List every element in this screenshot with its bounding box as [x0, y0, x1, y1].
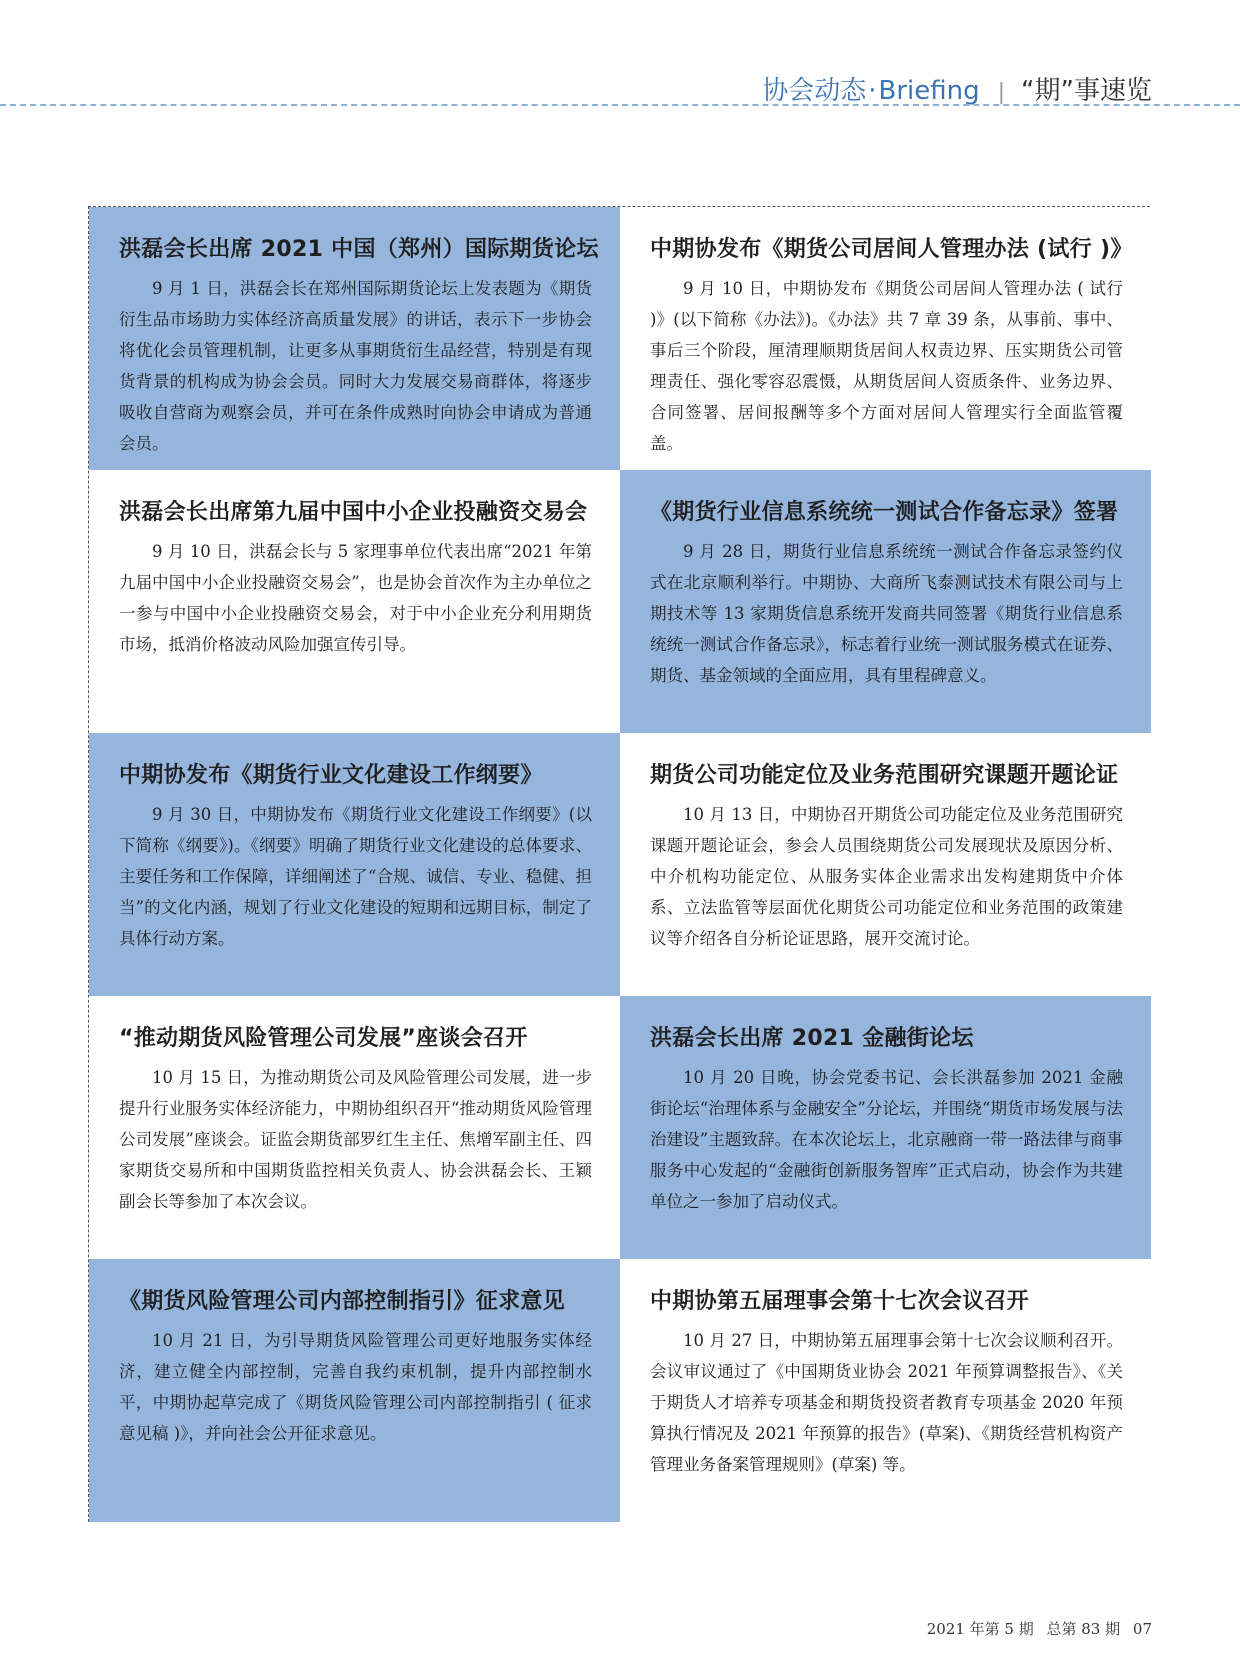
news-body: 10 月 21 日，为引导期货风险管理公司更好地服务实体经济，建立健全内部控制，完善自我约束机制，提升内部控制水平，中期协起草完成了《期货风险管理公司内部控制指引 ( 征求意见稿 )》，并向社会公开征求意见。	[119, 1331, 592, 1443]
section-name: 协会动态	[762, 76, 867, 106]
total-issue-number: 总第 83 期	[1046, 1620, 1121, 1638]
news-grid	[88, 206, 1150, 1522]
news-body: 9 月 28 日，期货行业信息系统统一测试合作备忘录签约仪式在北京顺利举行。中期协、大商所飞泰测试技术有限公司与上期技术等 13 家期货信息系统开发商共同签署《期货行业信息系统统一测试合作备忘录》，标志着行业统一测试服务模式在证券、期货、基金领域的全面应用，具有里程碑意义。	[650, 542, 1123, 685]
news-item	[620, 1259, 1151, 1522]
page-header	[0, 0, 1240, 108]
news-title: 中期协发布《期货行业文化建设工作纲要》	[119, 763, 543, 788]
news-title: 《期货风险管理公司内部控制指引》征求意见	[119, 1289, 566, 1314]
column-name: “期”事速览	[1021, 76, 1152, 106]
news-body: 10 月 13 日，中期协召开期货公司功能定位及业务范围研究课题开题论证会，参会人员围绕期货公司发展现状及原因分析、中介机构功能定位、从服务实体企业需求出发构建期货中介体系、立法监管等层面优化期货公司功能定位和业务范围的政策建议等介绍各自分析论证思路，展开交流讨论。	[650, 805, 1123, 948]
news-item	[89, 1259, 620, 1522]
news-body: 9 月 1 日，洪磊会长在郑州国际期货论坛上发表题为《期货衍生品市场助力实体经济高质量发展》的讲话，表示下一步协会将优化会员管理机制，让更多从事期货衍生品经营，特别是有现货背景的机构成为协会会员。同时大力发展交易商群体，将逐步吸收自营商为观察会员，并可在条件成熟时向协会申请成为普通会员。	[119, 279, 592, 453]
news-item	[620, 996, 1151, 1259]
news-title: 洪磊会长出席 2021 金融街论坛	[650, 1026, 974, 1051]
section-name-en: Briefing	[878, 76, 980, 106]
news-title: 洪磊会长出席第九届中国中小企业投融资交易会	[119, 500, 588, 525]
issue-number: 2021 年第 5 期	[926, 1620, 1034, 1638]
header-separator: |	[997, 80, 1006, 105]
news-title: 中期协发布《期货公司居间人管理办法 (试行 )》	[650, 237, 1133, 262]
news-item	[89, 207, 620, 470]
page-number: 07	[1132, 1620, 1152, 1638]
section-dot: ·	[868, 76, 877, 106]
news-title: 《期货行业信息系统统一测试合作备忘录》签署	[650, 500, 1119, 525]
page-footer	[919, 1618, 1152, 1639]
news-title: 洪磊会长出席 2021 中国（郑州）国际期货论坛	[119, 237, 599, 262]
news-item	[89, 996, 620, 1259]
news-title: “推动期货风险管理公司发展”座谈会召开	[119, 1026, 528, 1051]
news-body: 10 月 20 日晚，协会党委书记、会长洪磊参加 2021 金融街论坛“治理体系与金融安全”分论坛，并围绕“期货市场发展与法治建设”主题致辞。在本次论坛上，北京融商一带一路法律与商事服务中心发起的“金融街创新服务智库”正式启动，协会作为共建单位之一参加了启动仪式。	[650, 1068, 1123, 1211]
news-item	[620, 207, 1151, 470]
news-body: 9 月 10 日，洪磊会长与 5 家理事单位代表出席“2021 年第九届中国中小企业投融资交易会”，也是协会首次作为主办单位之一参与中国中小企业投融资交易会，对于中小企业充分利用期货市场，抵消价格波动风险加强宣传引导。	[119, 542, 592, 654]
news-item	[620, 470, 1151, 733]
header-dashed-rule	[0, 104, 1240, 106]
news-body: 10 月 15 日，为推动期货公司及风险管理公司发展，进一步提升行业服务实体经济能力，中期协组织召开“推动期货风险管理公司发展”座谈会。证监会期货部罗红生主任、焦增军副主任、四家期货交易所和中国期货监控相关负责人、协会洪磊会长、王颖副会长等参加了本次会议。	[119, 1068, 592, 1211]
news-title: 期货公司功能定位及业务范围研究课题开题论证	[650, 763, 1119, 788]
news-body: 9 月 10 日，中期协发布《期货公司居间人管理办法 ( 试行 )》(以下简称《办法》)。《办法》共 7 章 39 条，从事前、事中、事后三个阶段，厘清理顺期货居间人权责边界、压实期货公司管理责任、强化零容忍震慑，从期货居间人资质条件、业务边界、合同签署、居间报酬等多个方面对居间人管理实行全面监管覆盖。	[650, 279, 1123, 453]
news-item	[620, 733, 1151, 996]
running-head	[762, 70, 1152, 107]
news-item	[89, 733, 620, 996]
news-title: 中期协第五届理事会第十七次会议召开	[650, 1289, 1030, 1314]
news-body: 10 月 27 日，中期协第五届理事会第十七次会议顺利召开。会议审议通过了《中国期货业协会 2021 年预算调整报告》、《关于期货人才培养专项基金和期货投资者教育专项基金 2020 年预算执行情况及 2021 年预算的报告》(草案)、《期货经营机构资产管理业务备案管理规则》(草案) 等。	[650, 1331, 1123, 1474]
news-item	[89, 470, 620, 733]
news-body: 9 月 30 日，中期协发布《期货行业文化建设工作纲要》(以下简称《纲要》)。《纲要》明确了期货行业文化建设的总体要求、主要任务和工作保障，详细阐述了“合规、诚信、专业、稳健、担当”的文化内涵，规划了行业文化建设的短期和远期目标，制定了具体行动方案。	[119, 805, 592, 948]
